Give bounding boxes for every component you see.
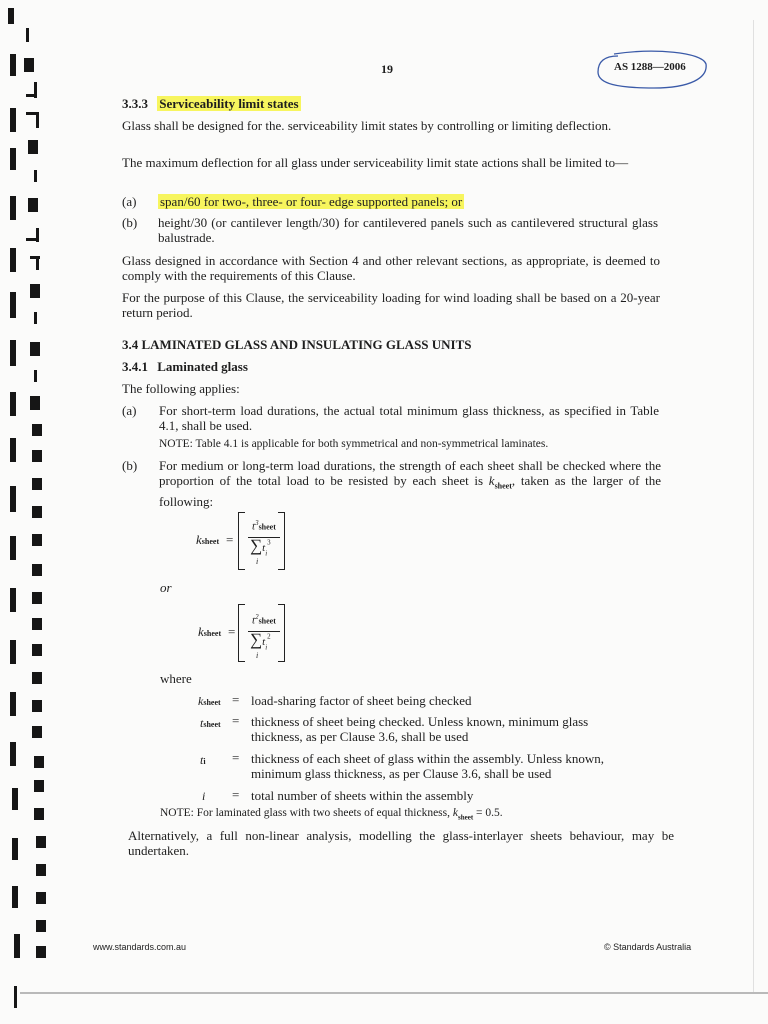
note: NOTE: For laminated glass with two sheets of equal thickness, $k_{sheet} = 0.5$. bbox=[160, 807, 503, 822]
paragraph: Alternatively, a full non-linear analysis, modelling the glass-interlayer sheets behaviour, may be undertaken. bbox=[128, 828, 674, 858]
equals-sign: = bbox=[232, 750, 240, 765]
paragraph: For the purpose of this Clause, the serviceability loading for wind loading shall be based on a 20-year return period. bbox=[122, 290, 660, 320]
list-item-text: For medium or long-term load durations, the strength of each sheet shall be checked where the proportion of the total load to be resisted by each sheet is $k_{sheet}$, taken as the larger of the following: bbox=[159, 458, 661, 509]
sum-index: i bbox=[256, 557, 259, 566]
paragraph: Glass shall be designed for the. serviceability limit states by controlling or limiting deflection. bbox=[122, 118, 612, 133]
variable-symbol: i bbox=[202, 789, 206, 803]
footer-copyright: © Standards Australia bbox=[604, 942, 692, 952]
equals-sign: = bbox=[232, 787, 240, 802]
equals-sign: = bbox=[228, 624, 236, 639]
paper-edge bbox=[20, 992, 768, 994]
clause-number: 3.3.3 bbox=[122, 96, 148, 111]
numerator: $t^2sheet$ bbox=[252, 613, 276, 627]
paragraph: The following applies: bbox=[122, 381, 240, 396]
numerator: $t^3sheet$ bbox=[252, 519, 276, 533]
right-bracket bbox=[278, 604, 285, 662]
denominator: $\sum t_i^3$ bbox=[250, 536, 271, 558]
clause-title: Serviceability limit states bbox=[159, 96, 299, 111]
list-label: (b) bbox=[122, 215, 138, 230]
equation-symbol: ksheet bbox=[198, 624, 222, 639]
clause-heading bbox=[122, 96, 301, 111]
list-label: (b) bbox=[122, 458, 138, 473]
denominator: $\sum t_i^2$ bbox=[250, 630, 271, 652]
left-bracket bbox=[238, 604, 245, 662]
page-number: 19 bbox=[381, 62, 393, 76]
standard-reference: AS 1288—2006 bbox=[614, 61, 686, 73]
variable-symbol: ksheet bbox=[198, 694, 221, 708]
section-heading: 3.4 LAMINATED GLASS AND INSULATING GLASS UNITS bbox=[122, 337, 472, 352]
variable-symbol: tsheet bbox=[200, 716, 221, 730]
paragraph: Glass designed in accordance with Section 4 and other relevant sections, as appropriate, is deemed to comply with the requirements of this Clause. bbox=[122, 253, 660, 283]
list-label: (a) bbox=[122, 194, 137, 209]
list-item-text: height/30 (or cantilever length/30) for cantilevered panels such as cantilevered structural glass balustrade. bbox=[158, 215, 658, 245]
highlighted-text: span/60 for two-, three- or four- edge supported panels; or bbox=[160, 194, 463, 209]
clause-title: Laminated glass bbox=[157, 359, 248, 374]
equals-sign: = bbox=[232, 713, 240, 728]
list-item-text: For short-term load durations, the actual total minimum glass thickness, as specified in Table 4.1, shall be used. bbox=[159, 403, 659, 433]
paper-edge bbox=[753, 20, 754, 994]
paragraph: The maximum deflection for all glass under serviceability limit state actions shall be limited to— bbox=[122, 155, 629, 170]
where-label: where bbox=[160, 671, 192, 686]
sum-index: i bbox=[256, 651, 259, 660]
variable-definition: thickness of each sheet of glass within the assembly. Unless known, minimum glass thickness, as per Clause 3.6, shall be used bbox=[251, 751, 604, 781]
list-label: (a) bbox=[122, 403, 137, 418]
left-bracket bbox=[238, 512, 245, 570]
footer-website: www.standards.com.au bbox=[93, 942, 187, 952]
list-item-text bbox=[158, 194, 464, 209]
or-label: or bbox=[160, 580, 172, 595]
variable-symbol: ti bbox=[200, 753, 206, 767]
right-bracket bbox=[278, 512, 285, 570]
clause-number: 3.4.1 bbox=[122, 359, 148, 374]
note: NOTE: Table 4.1 is applicable for both symmetrical and non-symmetrical laminates. bbox=[159, 438, 549, 450]
equals-sign: = bbox=[232, 692, 240, 707]
equation-symbol: ksheet bbox=[196, 532, 220, 547]
equals-sign: = bbox=[226, 532, 234, 547]
binding-marks bbox=[0, 0, 48, 1024]
variable-definition: thickness of sheet being checked. Unless known, minimum glass thickness, as per Clause 3.6, shall be used bbox=[251, 714, 589, 744]
variable-definition: total number of sheets within the assembly bbox=[251, 788, 474, 803]
variable-definition: load-sharing factor of sheet being checked bbox=[251, 693, 472, 708]
clause-heading bbox=[122, 359, 248, 374]
